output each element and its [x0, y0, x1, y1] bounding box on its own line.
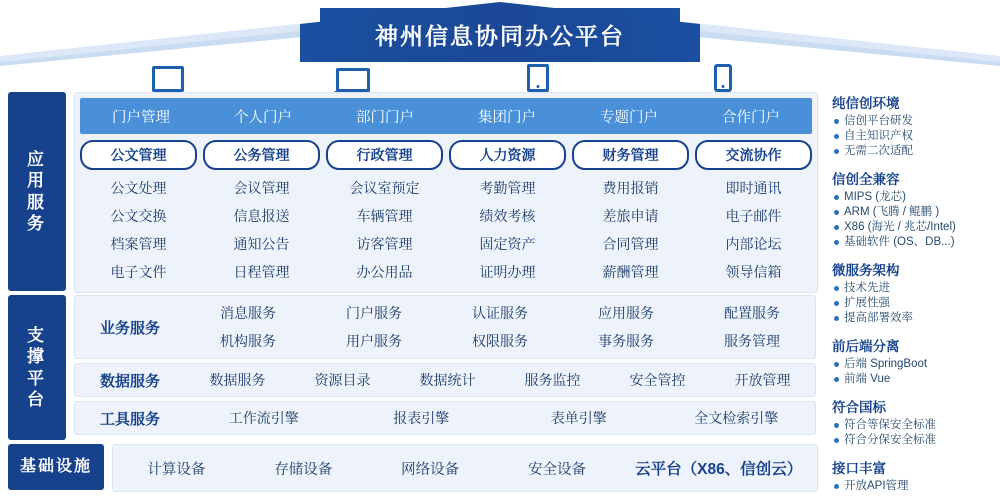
module-item[interactable]: 日程管理 — [233, 264, 290, 280]
service-item[interactable]: 服务管理 — [724, 333, 780, 349]
feature-item: 自主知识产权 — [832, 129, 994, 144]
business-services-body — [185, 299, 815, 355]
feature-item: X86 (海光 / 兆芯/Intel) — [832, 220, 994, 235]
service-item[interactable]: 机构服务 — [220, 333, 276, 349]
module-item[interactable]: 差旅申请 — [602, 208, 659, 224]
service-item[interactable]: 资源目录 — [314, 372, 371, 388]
platform-title: 神州信息协同办公平台 — [375, 23, 625, 49]
service-item[interactable]: 权限服务 — [472, 333, 528, 349]
module-item[interactable]: 通知公告 — [233, 236, 290, 252]
module-item[interactable]: 电子邮件 — [725, 208, 782, 224]
device-slot-laptop — [260, 60, 445, 92]
feature-item: 基础软件 (OS、DB...) — [832, 235, 994, 250]
feature-list — [832, 418, 994, 448]
feature-group — [832, 457, 994, 494]
device-slot-monitor — [75, 60, 260, 92]
portal-item[interactable]: 集团门户 — [478, 109, 536, 126]
infrastructure-row — [112, 444, 818, 492]
feature-group — [832, 396, 994, 448]
feature-group — [832, 168, 994, 250]
rail-application-services: 应 用 服 务 — [8, 92, 66, 291]
rail-support-platform: 支 撑 平 台 — [8, 295, 66, 440]
feature-group — [832, 335, 994, 387]
module-item[interactable]: 费用报销 — [602, 180, 659, 196]
module-item[interactable]: 领导信箱 — [725, 264, 782, 280]
service-row — [185, 404, 815, 432]
data-services-label: 数据服务 — [99, 372, 160, 390]
data-services-card — [74, 363, 816, 397]
module-column — [326, 140, 443, 286]
banner — [0, 0, 1000, 66]
feature-item: ARM (飞腾 / 鲲鹏 ) — [832, 205, 994, 220]
service-item[interactable]: 数据统计 — [419, 372, 476, 388]
feature-list — [832, 281, 994, 326]
rail-infrastructure: 基础设施 — [8, 444, 104, 490]
portal-item[interactable]: 门户管理 — [112, 109, 170, 126]
module-column — [80, 140, 197, 286]
portal-item[interactable]: 专题门户 — [600, 109, 658, 126]
module-item[interactable]: 公文处理 — [110, 180, 167, 196]
module-item[interactable]: 即时通讯 — [725, 180, 782, 196]
module-item[interactable]: 合同管理 — [602, 236, 659, 252]
infrastructure-item[interactable]: 网络设备 — [401, 461, 460, 478]
service-item[interactable]: 应用服务 — [598, 305, 654, 321]
feature-panel — [832, 92, 994, 490]
feature-item: 信创平台研发 — [832, 114, 994, 129]
module-column-header[interactable]: 行政管理 — [326, 140, 443, 170]
feature-item: 提高部署效率 — [832, 311, 994, 326]
service-item[interactable]: 消息服务 — [220, 305, 276, 321]
infrastructure-item[interactable]: 安全设备 — [527, 461, 586, 478]
feature-list — [832, 190, 994, 250]
cloud-platform-item[interactable]: 云平台（X86、信创云） — [635, 461, 803, 478]
feature-list — [832, 479, 994, 494]
device-slot-tablet — [445, 60, 630, 92]
feature-list — [832, 114, 994, 159]
module-column-header[interactable]: 人力资源 — [449, 140, 566, 170]
service-item[interactable]: 报表引擎 — [393, 410, 450, 426]
service-item[interactable]: 事务服务 — [598, 333, 654, 349]
feature-group-title: 前后端分离 — [832, 339, 900, 354]
laptop-icon — [336, 68, 370, 92]
service-item[interactable]: 门户服务 — [346, 305, 402, 321]
feature-group — [832, 92, 994, 159]
service-row — [185, 366, 815, 394]
feature-item: 符合等保安全标准 — [832, 418, 994, 433]
service-item[interactable]: 服务监控 — [524, 372, 581, 388]
tablet-icon — [527, 64, 549, 92]
module-item[interactable]: 固定资产 — [479, 236, 536, 252]
module-item[interactable]: 档案管理 — [110, 236, 167, 252]
tool-services-card — [74, 401, 816, 435]
feature-item: MIPS (龙芯) — [832, 190, 994, 205]
module-column-header[interactable]: 财务管理 — [572, 140, 689, 170]
service-item[interactable]: 安全管控 — [629, 372, 686, 388]
support-platform-block — [74, 295, 816, 440]
module-column-header[interactable]: 公务管理 — [203, 140, 320, 170]
module-column-header[interactable]: 公文管理 — [80, 140, 197, 170]
portal-row — [80, 98, 812, 134]
module-item[interactable]: 车辆管理 — [356, 208, 413, 224]
feature-group-title: 微服务架构 — [832, 263, 900, 278]
infrastructure-item[interactable]: 计算设备 — [147, 461, 206, 478]
module-column-header[interactable]: 交流协作 — [695, 140, 812, 170]
feature-item: 前端 Vue — [832, 372, 994, 387]
service-row — [185, 327, 815, 355]
portal-item[interactable]: 个人门户 — [234, 109, 292, 126]
feature-group-title: 信创全兼容 — [832, 172, 900, 187]
business-services-label: 业务服务 — [99, 319, 160, 337]
feature-group-title: 接口丰富 — [832, 461, 886, 476]
module-column — [203, 140, 320, 286]
module-item[interactable]: 绩效考核 — [479, 208, 536, 224]
service-item[interactable]: 数据服务 — [209, 372, 266, 388]
feature-item: 无需二次适配 — [832, 144, 994, 159]
data-services-body — [185, 366, 815, 394]
module-columns — [80, 140, 812, 286]
device-slot-phone — [630, 60, 815, 92]
feature-item: 开放API管理 — [832, 479, 994, 494]
module-column — [695, 140, 812, 286]
module-item[interactable]: 信息报送 — [233, 208, 290, 224]
feature-item: 后端 SpringBoot — [832, 357, 994, 372]
service-item[interactable]: 认证服务 — [472, 305, 528, 321]
feature-item: 符合分保安全标准 — [832, 433, 994, 448]
module-item[interactable]: 公文交换 — [110, 208, 167, 224]
infrastructure-item[interactable]: 存储设备 — [274, 461, 333, 478]
service-item[interactable]: 工作流引擎 — [228, 410, 299, 426]
module-item[interactable]: 内部论坛 — [725, 236, 782, 252]
module-column — [449, 140, 566, 286]
tool-services-label: 工具服务 — [99, 410, 160, 428]
module-item[interactable]: 电子文件 — [110, 264, 167, 280]
portal-item[interactable]: 部门门户 — [356, 109, 414, 126]
service-item[interactable]: 表单引擎 — [550, 410, 607, 426]
module-item[interactable]: 证明办理 — [479, 264, 536, 280]
business-services-card — [74, 295, 816, 359]
feature-group-title: 符合国标 — [832, 400, 886, 415]
service-row — [185, 299, 815, 327]
feature-group-title: 纯信创环境 — [832, 96, 900, 111]
service-item[interactable]: 配置服务 — [724, 305, 780, 321]
module-column — [572, 140, 689, 286]
module-item[interactable]: 薪酬管理 — [602, 264, 659, 280]
phone-icon — [714, 64, 732, 92]
module-item[interactable]: 访客管理 — [356, 236, 413, 252]
monitor-icon — [152, 66, 184, 92]
device-icon-row — [75, 60, 815, 92]
module-item[interactable]: 会议室预定 — [349, 180, 420, 196]
portal-item[interactable]: 合作门户 — [722, 109, 780, 126]
module-item[interactable]: 考勤管理 — [479, 180, 536, 196]
feature-item: 扩展性强 — [832, 296, 994, 311]
feature-list — [832, 357, 994, 387]
module-item[interactable]: 办公用品 — [356, 264, 413, 280]
tool-services-body — [185, 404, 815, 432]
service-item[interactable]: 用户服务 — [346, 333, 402, 349]
module-item[interactable]: 会议管理 — [233, 180, 290, 196]
application-services-block — [74, 92, 818, 293]
feature-group — [832, 259, 994, 326]
service-item[interactable]: 全文检索引擎 — [694, 410, 779, 426]
feature-item: 技术先进 — [832, 281, 994, 296]
service-item[interactable]: 开放管理 — [734, 372, 791, 388]
